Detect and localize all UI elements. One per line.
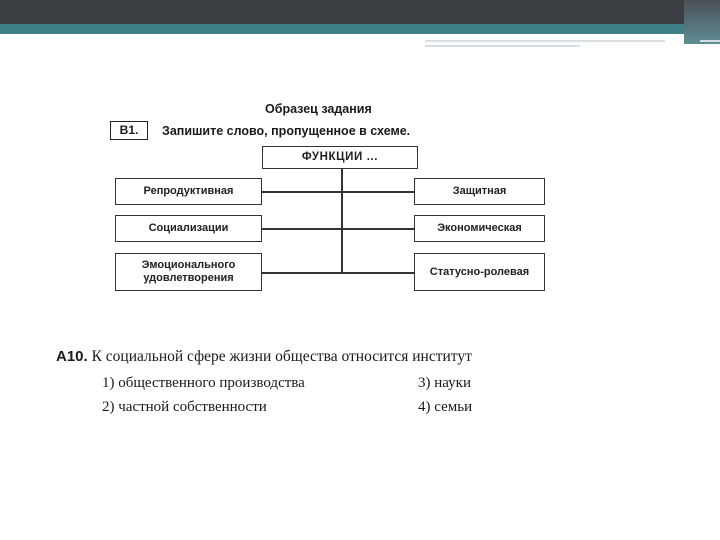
task-instruction: Запишите слово, пропущенное в схеме. [162, 124, 411, 138]
diagram-connector [262, 228, 414, 230]
slide-header-accent [0, 24, 720, 34]
diagram-right-box: Статусно-ролевая [414, 253, 545, 291]
diagram-right-box: Защитная [414, 178, 545, 205]
answer-option: 4) семьи [418, 399, 473, 415]
question-text: К социальной сфере жизни общества относится институт [91, 348, 472, 365]
diagram-right-box: Экономическая [414, 215, 545, 242]
diagram-connector [341, 169, 343, 274]
answer-option: 1) общественного производства [102, 375, 305, 391]
diagram-left-box: Социализации [115, 215, 262, 242]
slide-header-bar [0, 0, 720, 24]
answer-option: 2) частной собственности [102, 399, 267, 415]
slide-header-corner [684, 0, 720, 44]
diagram-connector [262, 191, 414, 193]
answer-option: 3) науки [418, 375, 471, 391]
diagram-connector [262, 272, 414, 274]
sample-title: Образец задания [265, 102, 372, 116]
header-divider-line [425, 45, 580, 47]
diagram-top-box: ФУНКЦИИ ... [262, 146, 418, 169]
header-divider-line [425, 40, 665, 42]
header-divider-line [700, 40, 720, 42]
question-number: А10. [56, 348, 88, 365]
diagram-left-box: Репродуктивная [115, 178, 262, 205]
question-heading [56, 348, 472, 366]
task-number-label: В1. [110, 121, 148, 140]
diagram-left-box: Эмоционального удовлетворения [115, 253, 262, 291]
